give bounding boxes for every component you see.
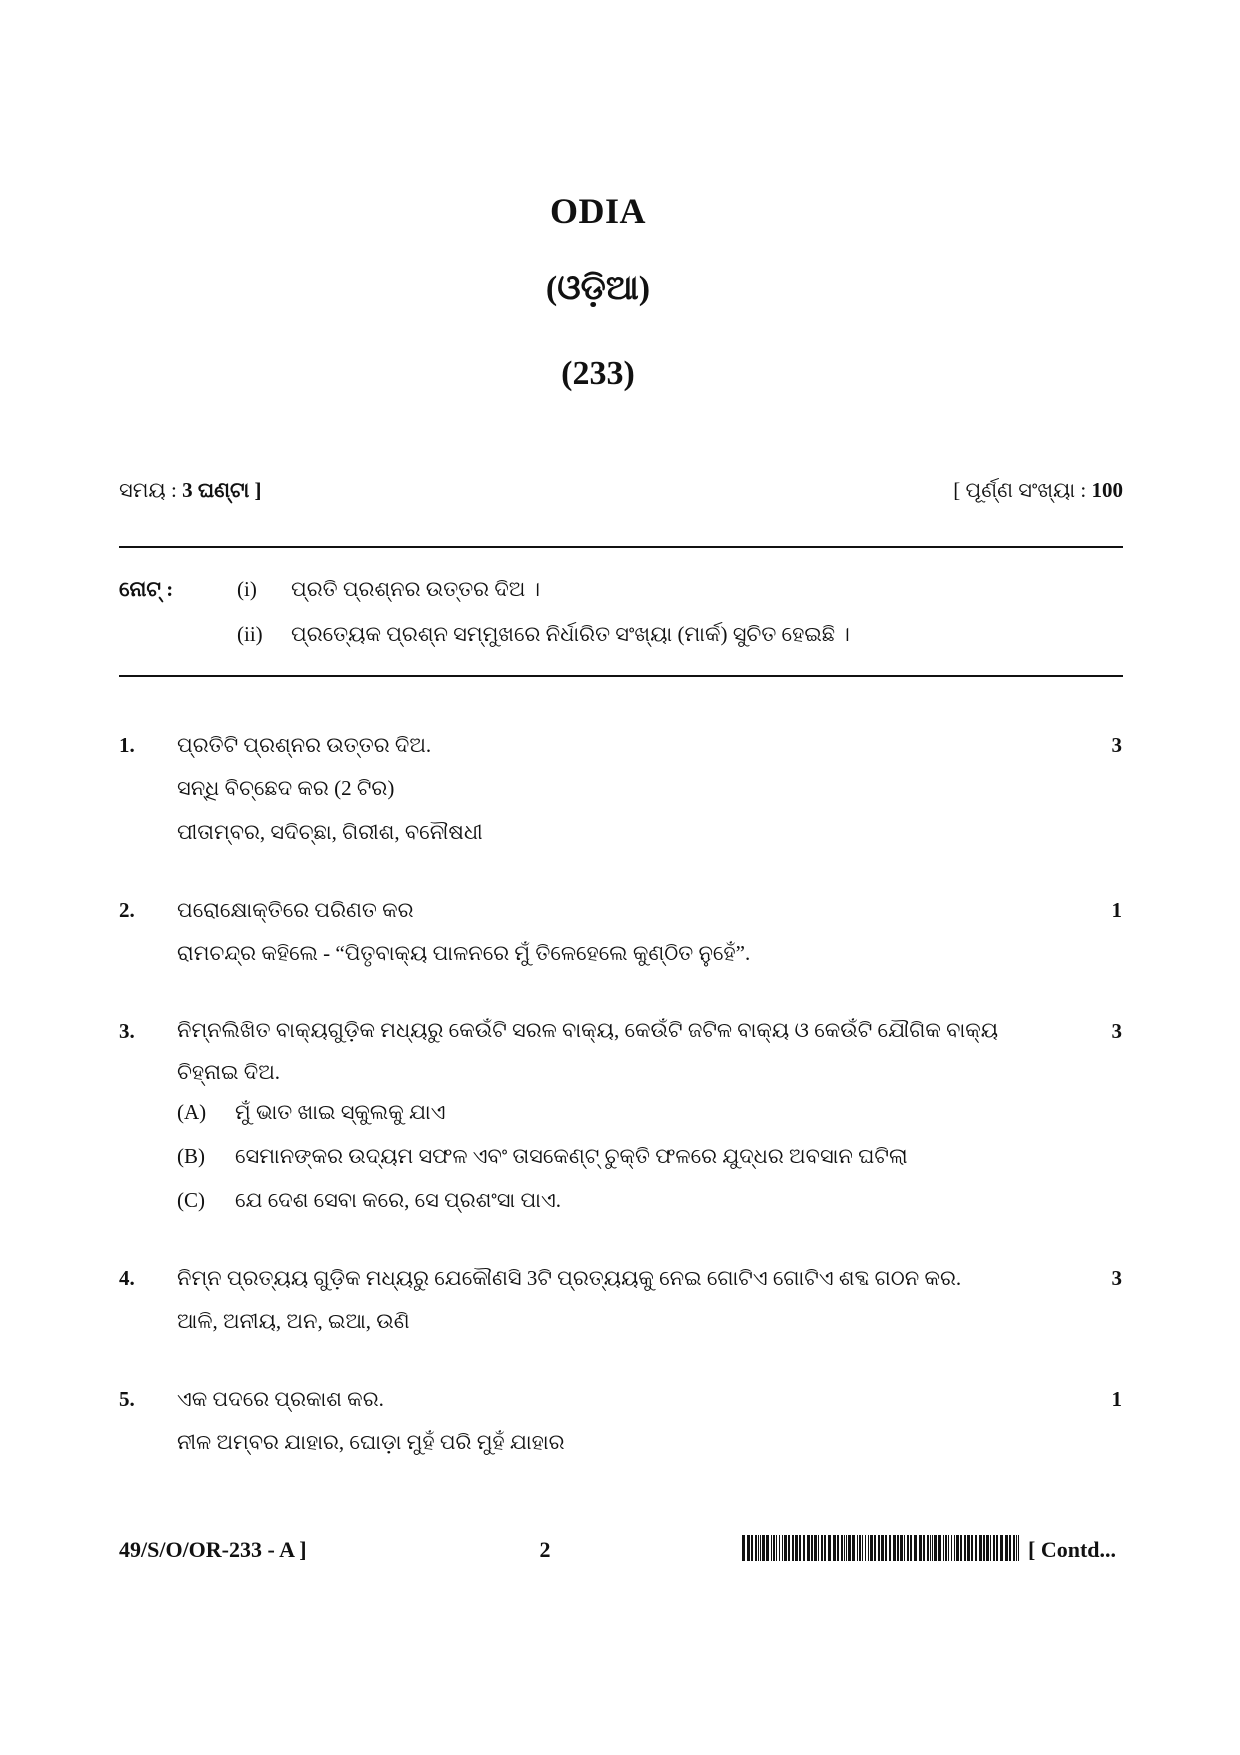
question-marks: 1: [1111, 1387, 1122, 1411]
bottom-rule: [119, 675, 1123, 677]
full-marks-label: [ ପୂର୍ଣ୍ଣ ସଂଖ୍ୟା :: [953, 478, 1087, 502]
marks-info: [945, 478, 1123, 503]
question-text: ରାମଚନ୍ଦ୍ର କହିଲେ - “ପିତୃବାକ୍ୟ ପାଳନରେ ମୁଁ ତିଳେହେଲେ କୁଣ୍ଠିତ ନୁହେଁ”.: [177, 941, 751, 965]
note-text: ପ୍ରତି ପ୍ରଶ୍ନର ଉତ୍ତର ଦିଅ ।: [291, 577, 541, 601]
continued-label: [ Contd...: [1028, 1537, 1117, 1562]
top-rule: [119, 546, 1123, 548]
question-marks: 3: [1111, 1266, 1122, 1290]
question-text: ନିମ୍ନଲିଖିତ ବାକ୍ୟଗୁଡ଼ିକ ମଧ୍ୟରୁ କେଉଁଟି ସରଳ ବାକ୍ୟ, କେଉଁଟି ଜଟିଳ ବାକ୍ୟ ଓ କେଉଁଟି ଯୌଗିକ ବାକ୍ୟ ଚିହ୍ନାଇ ଦିଅ.: [177, 1018, 999, 1084]
question-text: ଏକ ପଦରେ ପ୍ରକାଶ କର.: [177, 1387, 384, 1411]
subject-title: ODIA: [549, 191, 646, 231]
barcode-icon: [742, 1535, 1022, 1561]
option-text: ମୁଁ ଭାତ ଖାଇ ସ୍କୁଲକୁ ଯାଏ: [235, 1100, 446, 1124]
question-text: ନିମ୍ନ ପ୍ରତ୍ୟୟ ଗୁଡ଼ିକ ମଧ୍ୟରୁ ଯେକୌଣସି 3ଟି ପ୍ରତ୍ୟୟକୁ ନେଇ ଗୋଟିଏ ଗୋଟିଏ ଶବ୍ଦ ଗଠନ କର.: [177, 1266, 962, 1290]
time-value: 3 ଘଣ୍ଟା ]: [182, 478, 262, 502]
note-text: ପ୍ରତ୍ୟେକ ପ୍ରଶ୍ନ ସମ୍ମୁଖରେ ନିର୍ଧାରିତ ସଂଖ୍ୟା (ମାର୍କ) ସୁଚିତ ହେଇଛି ।: [291, 622, 850, 646]
note-number: (i): [237, 577, 257, 601]
option-text: ସେମାନଙ୍କର ଉଦ୍ୟମ ସଫଳ ଏବଂ ତାସକେଣ୍ଟ୍ ଚୁକ୍ତି ଫଳରେ ଯୁଦ୍ଧର ଅବସାନ ଘଟିଲା: [235, 1144, 908, 1168]
question-text: ପୀତାମ୍ବର, ସଦିଚ୍ଛା, ଗିରୀଶ, ବନୌଷଧୀ: [177, 820, 483, 844]
question-number: 2.: [119, 898, 135, 922]
question-text: ପରୋକ୍ଷୋକ୍ତିରେ ପରିଣତ କର: [177, 898, 414, 922]
paper-code: 49/S/O/OR-233 - A ]: [119, 1537, 307, 1562]
note-number: (ii): [237, 622, 263, 646]
question-number: 4.: [119, 1266, 135, 1290]
subject-code: (233): [561, 355, 635, 392]
note-label: ନୋଟ୍ :: [119, 577, 174, 601]
question-number: 5.: [119, 1387, 135, 1411]
question-text: ନୀଳ ଅମ୍ବର ଯାହାର, ଘୋଡ଼ା ମୁହଁ ପରି ମୁହଁ ଯାହାର: [177, 1430, 565, 1454]
question-marks: 3: [1111, 1019, 1122, 1043]
subject-title-odia: (ଓଡ଼ିଆ): [545, 270, 651, 307]
question-number: 1.: [119, 733, 135, 757]
question-text: ଆଳି, ଅନୀୟ, ଅନ, ଇଆ, ଉଣି: [177, 1309, 410, 1333]
question-marks: 3: [1111, 733, 1122, 757]
page-number: 2: [539, 1537, 551, 1562]
time-info: [119, 478, 262, 503]
option-label: (B): [177, 1144, 205, 1168]
full-marks-value: 100: [1091, 478, 1123, 502]
option-label: (A): [177, 1100, 207, 1124]
time-label: ସମୟ :: [119, 478, 177, 502]
question-number: 3.: [119, 1019, 135, 1043]
option-text: ଯେ ଦେଶ ସେବା କରେ, ସେ ପ୍ରଶଂସା ପାଏ.: [235, 1188, 561, 1212]
option-label: (C): [177, 1188, 205, 1212]
question-text: ସନ୍ଧି ବିଚ୍ଛେଦ କର (2 ଟିର): [177, 776, 395, 800]
question-marks: 1: [1111, 898, 1122, 922]
question-text: ପ୍ରତିଟି ପ୍ରଶ୍ନର ଉତ୍ତର ଦିଅ.: [177, 733, 432, 757]
